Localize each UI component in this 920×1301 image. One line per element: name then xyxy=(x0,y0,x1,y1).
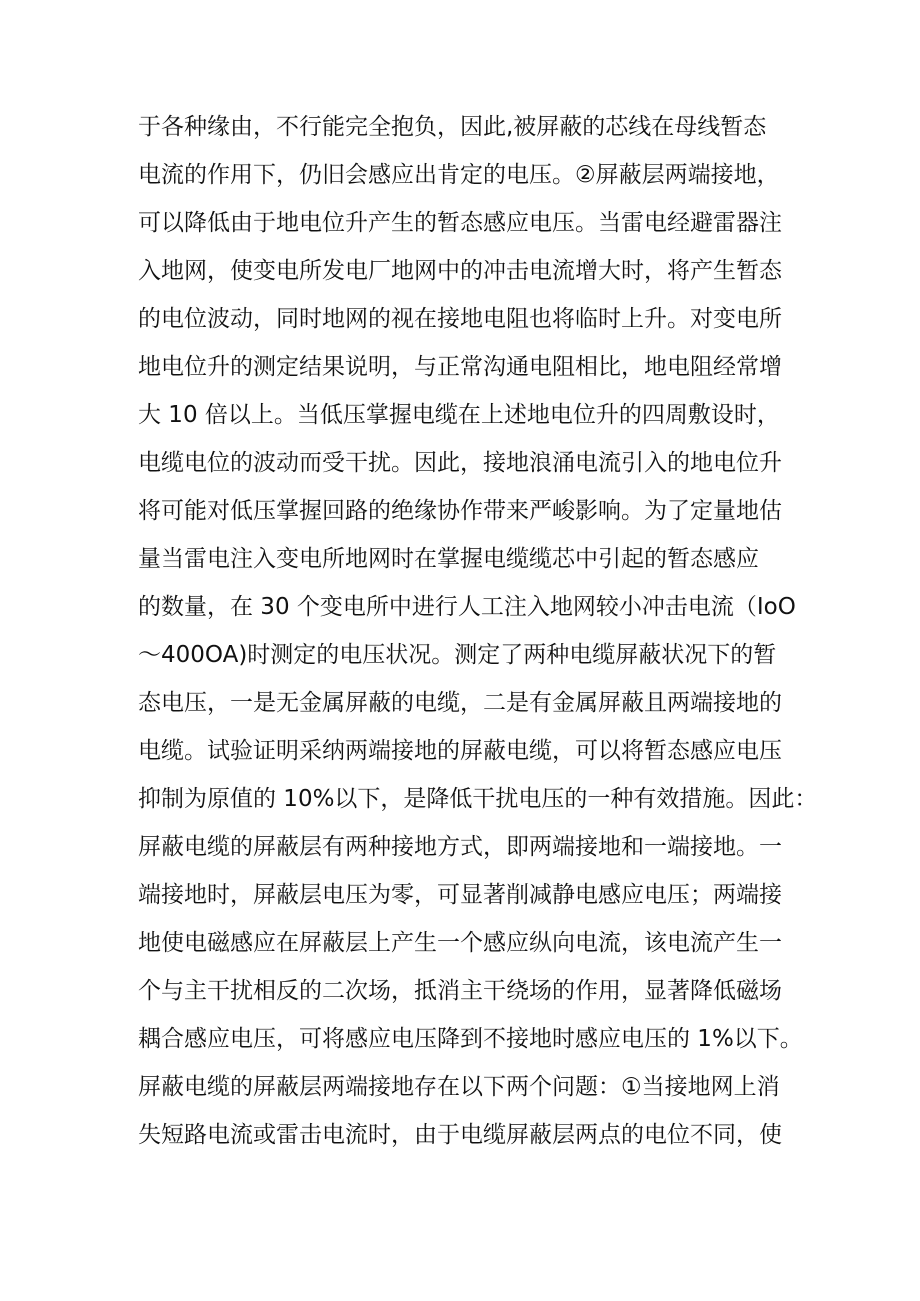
text-line: 地使电磁感应在屏蔽层上产生一个感应纵向电流，该电流产生一 xyxy=(138,930,782,956)
text-line: 屏蔽电缆的屏蔽层两端接地存在以下两个问题：①当接地网上消 xyxy=(138,1074,780,1100)
text-line: 抑制为原值的 10%以下，是降低干扰电压的一种有效措施。因此： xyxy=(138,786,818,812)
text-line: 大 10 倍以上。当低压掌握电缆在上述地电位升的四周敷设时， xyxy=(138,402,780,428)
text-line: 的数量，在 30 个变电所中进行人工注入地网较小冲击电流（IoO xyxy=(138,594,796,620)
text-line: 可以降低由于地电位升产生的暂态感应电压。当雷电经避雷器注 xyxy=(138,210,782,236)
body-text xyxy=(138,103,818,1159)
text-line: 失短路电流或雷击电流时，由于电缆屏蔽层两点的电位不同，使 xyxy=(138,1122,782,1148)
text-line: ～400OA)时测定的电压状况。测定了两种电缆屏蔽状况下的暂 xyxy=(138,642,777,668)
text-line: 个与主干扰相反的二次场，抵消主干绕场的作用，显著降低磁场 xyxy=(138,978,782,1004)
text-line: 的电位波动，同时地网的视在接地电阻也将临时上升。对变电所 xyxy=(138,306,782,332)
text-line: 端接地时，屏蔽层电压为零，可显著削减静电感应电压；两端接 xyxy=(138,882,782,908)
text-line: 屏蔽电缆的屏蔽层有两种接地方式，即两端接地和一端接地。一 xyxy=(138,834,782,860)
text-line: 入地网，使变电所发电厂地网中的冲击电流增大时，将产生暂态 xyxy=(138,258,782,284)
text-line: 将可能对低压掌握回路的绝缘协作带来严峻影响。为了定量地估 xyxy=(138,498,782,524)
text-line: 耦合感应电压，可将感应电压降到不接地时感应电压的 1%以下。 xyxy=(138,1026,803,1052)
text-line: 电缆。试验证明采纳两端接地的屏蔽电缆，可以将暂态感应电压 xyxy=(138,738,782,764)
text-line: 电流的作用下，仍旧会感应出肯定的电压。②屏蔽层两端接地， xyxy=(138,162,780,188)
text-line: 电缆电位的波动而受干扰。因此，接地浪涌电流引入的地电位升 xyxy=(138,450,782,476)
text-line: 量当雷电注入变电所地网时在掌握电缆缆芯中引起的暂态感应 xyxy=(138,546,759,572)
text-line: 态电压，一是无金属屏蔽的电缆，二是有金属屏蔽且两端接地的 xyxy=(138,690,782,716)
text-line: 于各种缘由，不行能完全抱负，因此,被屏蔽的芯线在母线暂态 xyxy=(138,114,767,140)
text-line: 地电位升的测定结果说明，与正常沟通电阻相比，地电阻经常增 xyxy=(138,354,782,380)
